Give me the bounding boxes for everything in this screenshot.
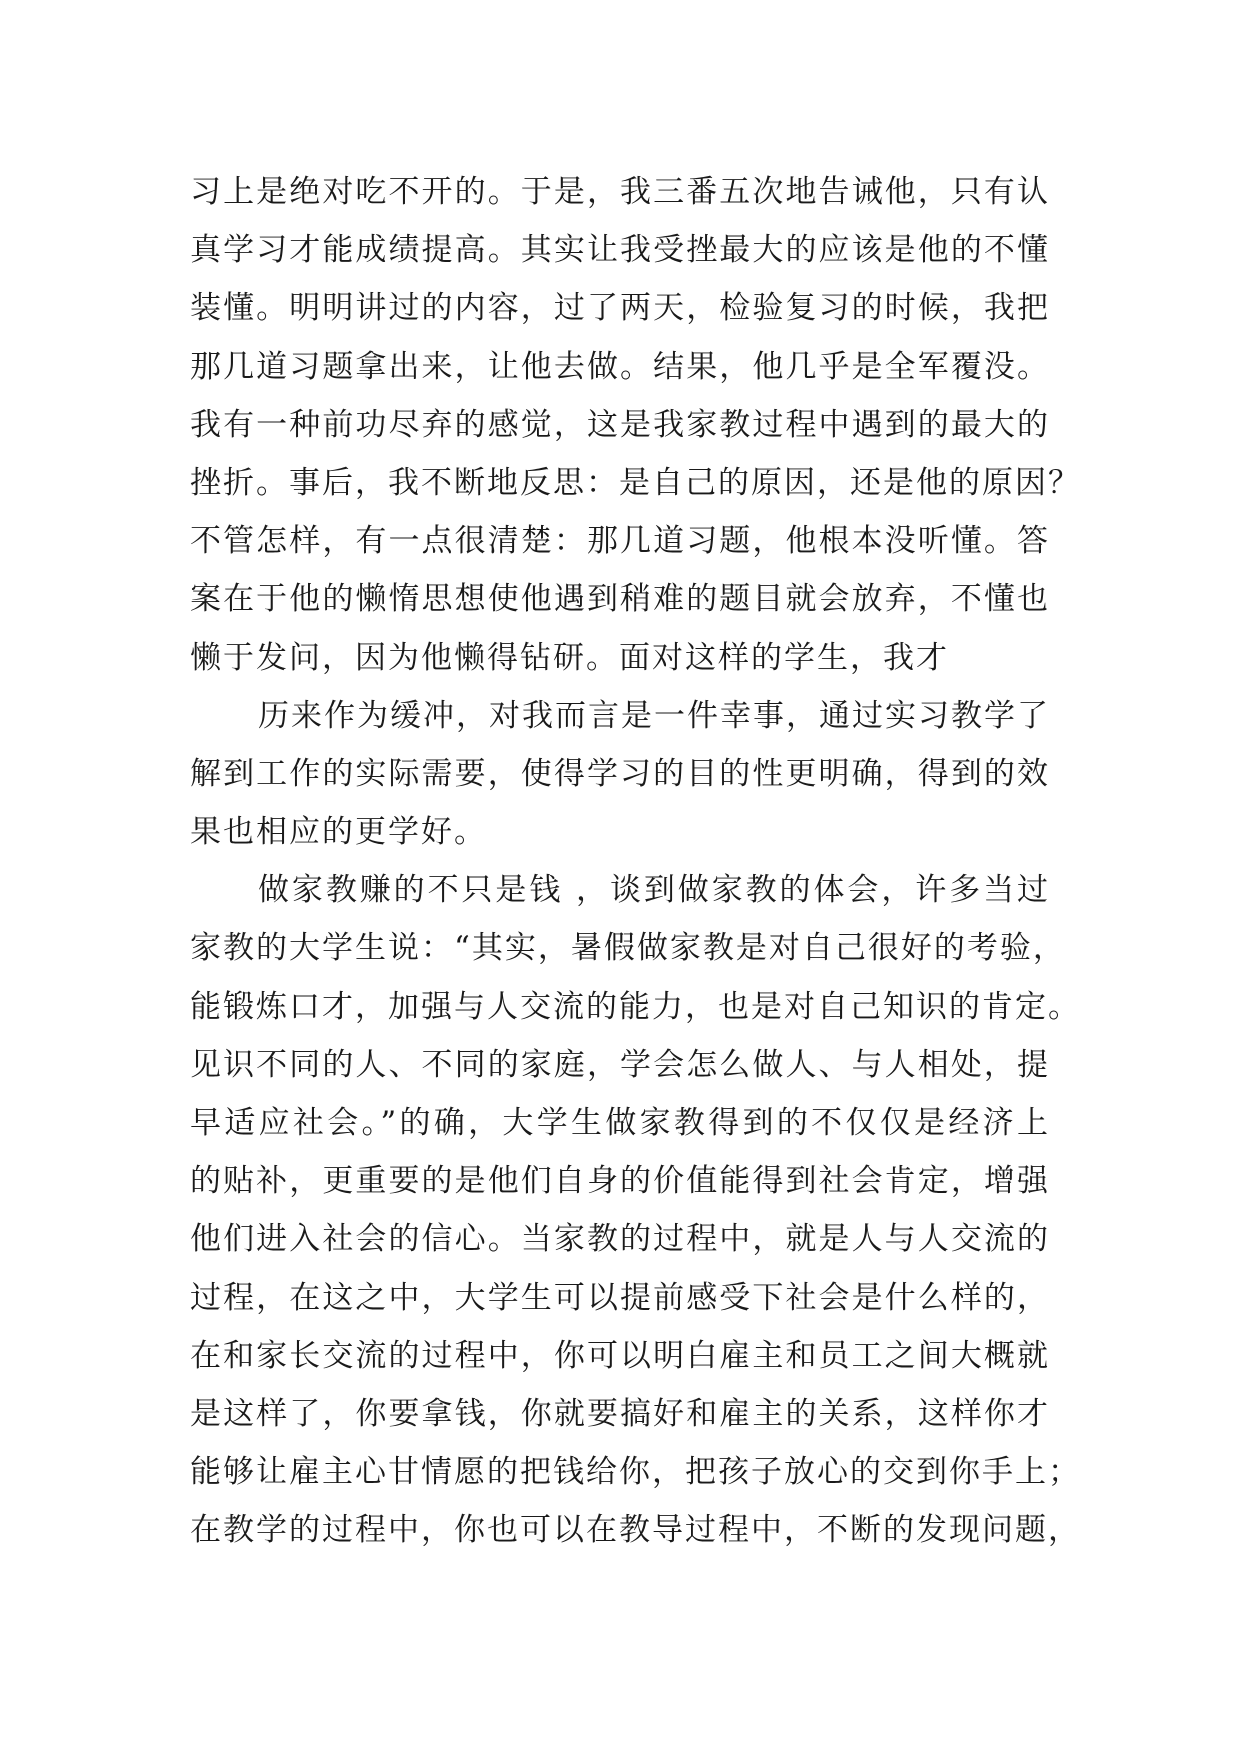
paragraph-3 — [190, 861, 1081, 1559]
text-line: 挫折。事后，我不断地反思：是自己的原因，还是他的原因？ — [190, 464, 1081, 501]
text-line: 做家教赚的不只是钱 ，谈到做家教的体会，许多当过 — [258, 872, 1050, 909]
text-line: 历来作为缓冲，对我而言是一件幸事，通过实习教学了 — [258, 697, 1050, 734]
text-line: 案在于他的懒惰思想使他遇到稍难的题目就会放弃，不懂也 — [190, 581, 1050, 618]
text-line: 那几道习题拿出来，让他去做。结果，他几乎是全军覆没。 — [190, 348, 1050, 385]
text-line: 习上是绝对吃不开的。于是，我三番五次地告诫他，只有认 — [190, 174, 1050, 210]
text-line: 他们进入社会的信心。当家教的过程中，就是人与人交流的 — [190, 1221, 1050, 1258]
text-line: 过程，在这之中，大学生可以提前感受下社会是什么样的， — [190, 1279, 1050, 1316]
paragraph-2 — [190, 687, 1050, 862]
text-line: 不管怎样，有一点很清楚：那几道习题，他根本没听懂。答 — [190, 523, 1050, 560]
text-line: 在和家长交流的过程中，你可以明白雇主和员工之间大概就 — [190, 1337, 1050, 1374]
text-line: 我有一种前功尽弃的感觉，这是我家教过程中遇到的最大的 — [190, 406, 1050, 443]
text-line: 在教学的过程中，你也可以在教导过程中，不断的发现问题， — [190, 1512, 1081, 1549]
paragraph-1 — [190, 163, 1081, 687]
document-body — [190, 163, 1081, 1560]
text-line: 是这样了，你要拿钱，你就要搞好和雇主的关系，这样你才 — [190, 1395, 1050, 1432]
text-line: 懒于发问，因为他懒得钻研。面对这样的学生，我才 — [190, 639, 949, 676]
text-line: 见识不同的人、不同的家庭，学会怎么做人、与人相处，提 — [190, 1046, 1050, 1083]
text-line: 能够让雇主心甘情愿的把钱给你，把孩子放心的交到你手上； — [190, 1454, 1081, 1491]
text-line: 的贴补，更重要的是他们自身的价值能得到社会肯定，增强 — [190, 1163, 1050, 1200]
text-line: 家教的大学生说：“其实，暑假做家教是对自己很好的考验， — [190, 930, 1066, 967]
text-line: 解到工作的实际需要，使得学习的目的性更明确，得到的效 — [190, 755, 1050, 792]
text-line: 能锻炼口才，加强与人交流的能力，也是对自己知识的肯定。 — [190, 988, 1081, 1025]
text-line: 早适应社会。”的确，大学生做家教得到的不仅仅是经济上 — [190, 1105, 1050, 1141]
text-line: 果也相应的更学好。 — [190, 814, 487, 851]
text-line: 真学习才能成绩提高。其实让我受挫最大的应该是他的不懂 — [190, 232, 1050, 269]
text-line: 装懂。明明讲过的内容，过了两天，检验复习的时候，我把 — [190, 290, 1050, 327]
